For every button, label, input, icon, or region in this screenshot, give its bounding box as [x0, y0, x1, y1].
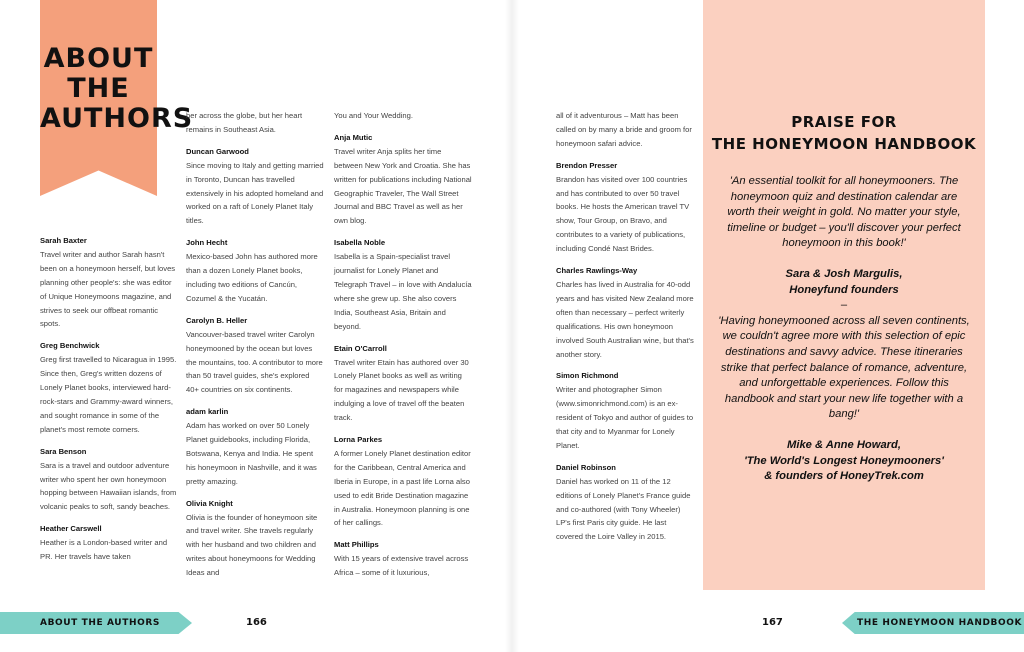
attribution-1-role: Honeyfund founders	[789, 283, 899, 296]
praise-separator: –	[840, 299, 848, 312]
author-bio: Writer and photographer Simon (www.simonrichmond.com) is an ex-resident of Tokyo and author of guides to that city and to Myanmar for Lonely Planet.	[556, 385, 694, 450]
author-bio: Daniel has worked on 11 of the 12 editions of Lonely Planet's France guide and co-authored (with Tony Wheeler) LP's first Paris city guide. He last covered the Loire Valley in 2015.	[556, 476, 691, 542]
author-name: Brendon Presser	[556, 160, 618, 170]
author-name: Simon Richmond	[556, 371, 619, 381]
attribution-2-role: 'The World's Longest Honeymooners'	[744, 454, 944, 467]
author-bio: Isabella is a Spain-specialist travel journalist for Lonely Planet and Telegraph Travel – in love with Andalucía where she grew up. She also covers India, Southeast Asia, Britain and beyond.	[334, 252, 472, 331]
attribution-2-name: Mike & Anne Howard,	[787, 438, 901, 451]
author-name: Duncan Garwood	[186, 146, 249, 156]
author-name: Greg Benchwick	[40, 341, 100, 351]
praise-text	[716, 174, 972, 485]
page-number-left: 166	[246, 617, 267, 628]
author-bio: all of it adventurous – Matt has been called on by many a bride and groom for honeymoon safari advice.	[556, 111, 692, 148]
page-number-right: 167	[762, 617, 783, 628]
author-bio: Vancouver-based travel writer Carolyn honeymooned by the ocean but loves the mountains, too. A contributor to more than 50 travel guides, she's explored 40+ countries on six continents.	[186, 329, 323, 395]
book-gutter	[505, 0, 519, 652]
author-column-2	[186, 109, 324, 588]
author-bio: Heather is a London-based writer and PR. Her travels have taken	[40, 538, 168, 562]
author-name: Anja Mutic	[334, 132, 373, 142]
praise-spacer	[716, 252, 972, 267]
author-bio: Travel writer Anja splits her time between New York and Croatia. She has written for publications including National Geographic Traveler, The Wall Street Journal and BBC Travel as well as her own blog.	[334, 146, 472, 226]
author-bio: her across the globe, but her heart remains in Southeast Asia.	[186, 111, 303, 134]
author-bio: Adam has worked on over 50 Lonely Planet guidebooks, including Florida, Botswana, Kenya and India. He spent his honeymoon in Nashville, and it was pretty amazing.	[186, 421, 317, 486]
author-bio: Brandon has visited over 100 countries and has contributed to over 50 travel books. He hosts the American travel TV show, Tour Group, on Bravo, and contributes to a variety of publications, including Condé Nast Brides.	[556, 174, 690, 254]
author-bio: A former Lonely Planet destination editor for the Caribbean, Central America and Iberia in Europe, in a past life Lorna also used to edit Bride Destination magazine in Australia. Honeymoon planning is one of her callings.	[334, 448, 471, 528]
author-bio: Mexico-based John has authored more than a dozen Lonely Planet books, including two editions of Cancún, Cozumel & the Yucatán.	[186, 252, 318, 303]
author-name: adam karlin	[186, 407, 229, 417]
author-name: John Hecht	[186, 238, 228, 248]
author-column-4	[556, 109, 694, 552]
footer-label-right: THE HONEYMOON HANDBOOK	[857, 618, 1023, 628]
author-name: Matt Phillips	[334, 540, 379, 550]
author-column-1	[40, 234, 178, 572]
author-name: Lorna Parkes	[334, 435, 383, 445]
praise-title-line-1: PRAISE FOR	[791, 113, 897, 131]
attribution-2-company: & founders of HoneyTrek.com	[764, 470, 924, 483]
author-name: Etain O'Carroll	[334, 343, 387, 353]
author-bio: Sara is a travel and outdoor adventure writer who spent her own honeymoon hopping between Hawaiian islands, from volcanic peaks to soft, sandy beaches.	[40, 460, 177, 512]
praise-spacer-2	[716, 423, 972, 438]
author-bio: Olivia is the founder of honeymoon site and travel writer. She travels regularly with her husband and two children and writes about honeymoons for Wedding Ideas and	[186, 512, 318, 578]
author-name: Daniel Robinson	[556, 462, 616, 472]
author-bio: Charles has lived in Australia for 40-odd years and has visited New Zealand more often than necessary – perfect writerly qualifications. His own honeymoon involved South Australian wine, but that's another story.	[556, 279, 694, 359]
praise-title	[703, 111, 985, 155]
author-bio: Travel writer Etain has authored over 30 Lonely Planet books as well as writing for magazines and newspapers while indulging a love of travel off the beaten track.	[334, 357, 469, 423]
author-name: Isabella Noble	[334, 238, 386, 248]
footer-label-left: ABOUT THE AUTHORS	[40, 618, 160, 628]
author-bio: Greg first travelled to Nicaragua in 1995. Since then, Greg's written dozens of Lonely Planet books, interviewed hard-rock-stars and Grammy-award winners, and sought romance in some of the planet's most remote corners.	[40, 355, 177, 434]
author-bio: With 15 years of extensive travel across Africa – some of it luxurious,	[334, 554, 469, 578]
author-name: Heather Carswell	[40, 524, 102, 534]
author-bio: Since moving to Italy and getting married in Toronto, Duncan has travelled extensively in his adopted homeland and worked on a raft of Lonely Planet Italy titles.	[186, 160, 324, 226]
author-name: Olivia Knight	[186, 498, 233, 508]
attribution-1-name: Sara & Josh Margulis,	[785, 267, 903, 280]
author-column-3	[334, 109, 472, 588]
author-name: Sara Benson	[40, 446, 87, 456]
praise-title-line-2: THE HONEYMOON HANDBOOK	[711, 135, 977, 153]
praise-quote-1: 'An essential toolkit for all honeymooners. The honeymoon quiz and destination calendar are worth their weight in gold. No matter your style, timeline or budget – you'll discover your perfect honeymoon in this book!'	[727, 175, 961, 250]
author-name: Carolyn B. Heller	[186, 315, 248, 325]
author-bio: You and Your Wedding.	[334, 111, 413, 120]
author-bio: Travel writer and author Sarah hasn't been on a honeymoon herself, but loves planning other people's: she was editor of Unique Honeymoons magazine, and strives to seek our offbeat romantic spots.	[40, 249, 176, 329]
author-name: Charles Rawlings-Way	[556, 266, 638, 276]
author-name: Sarah Baxter	[40, 236, 87, 245]
banner-title: ABOUT THE AUTHORS	[40, 43, 194, 134]
praise-quote-2: 'Having honeymooned across all seven continents, we couldn't agree more with this selection of epic destinations and savvy advice. These itineraries strike that perfect balance of romance, adventure, and unforgettable experiences. Follow this handbook and start your new life together with a bang!'	[718, 314, 970, 421]
